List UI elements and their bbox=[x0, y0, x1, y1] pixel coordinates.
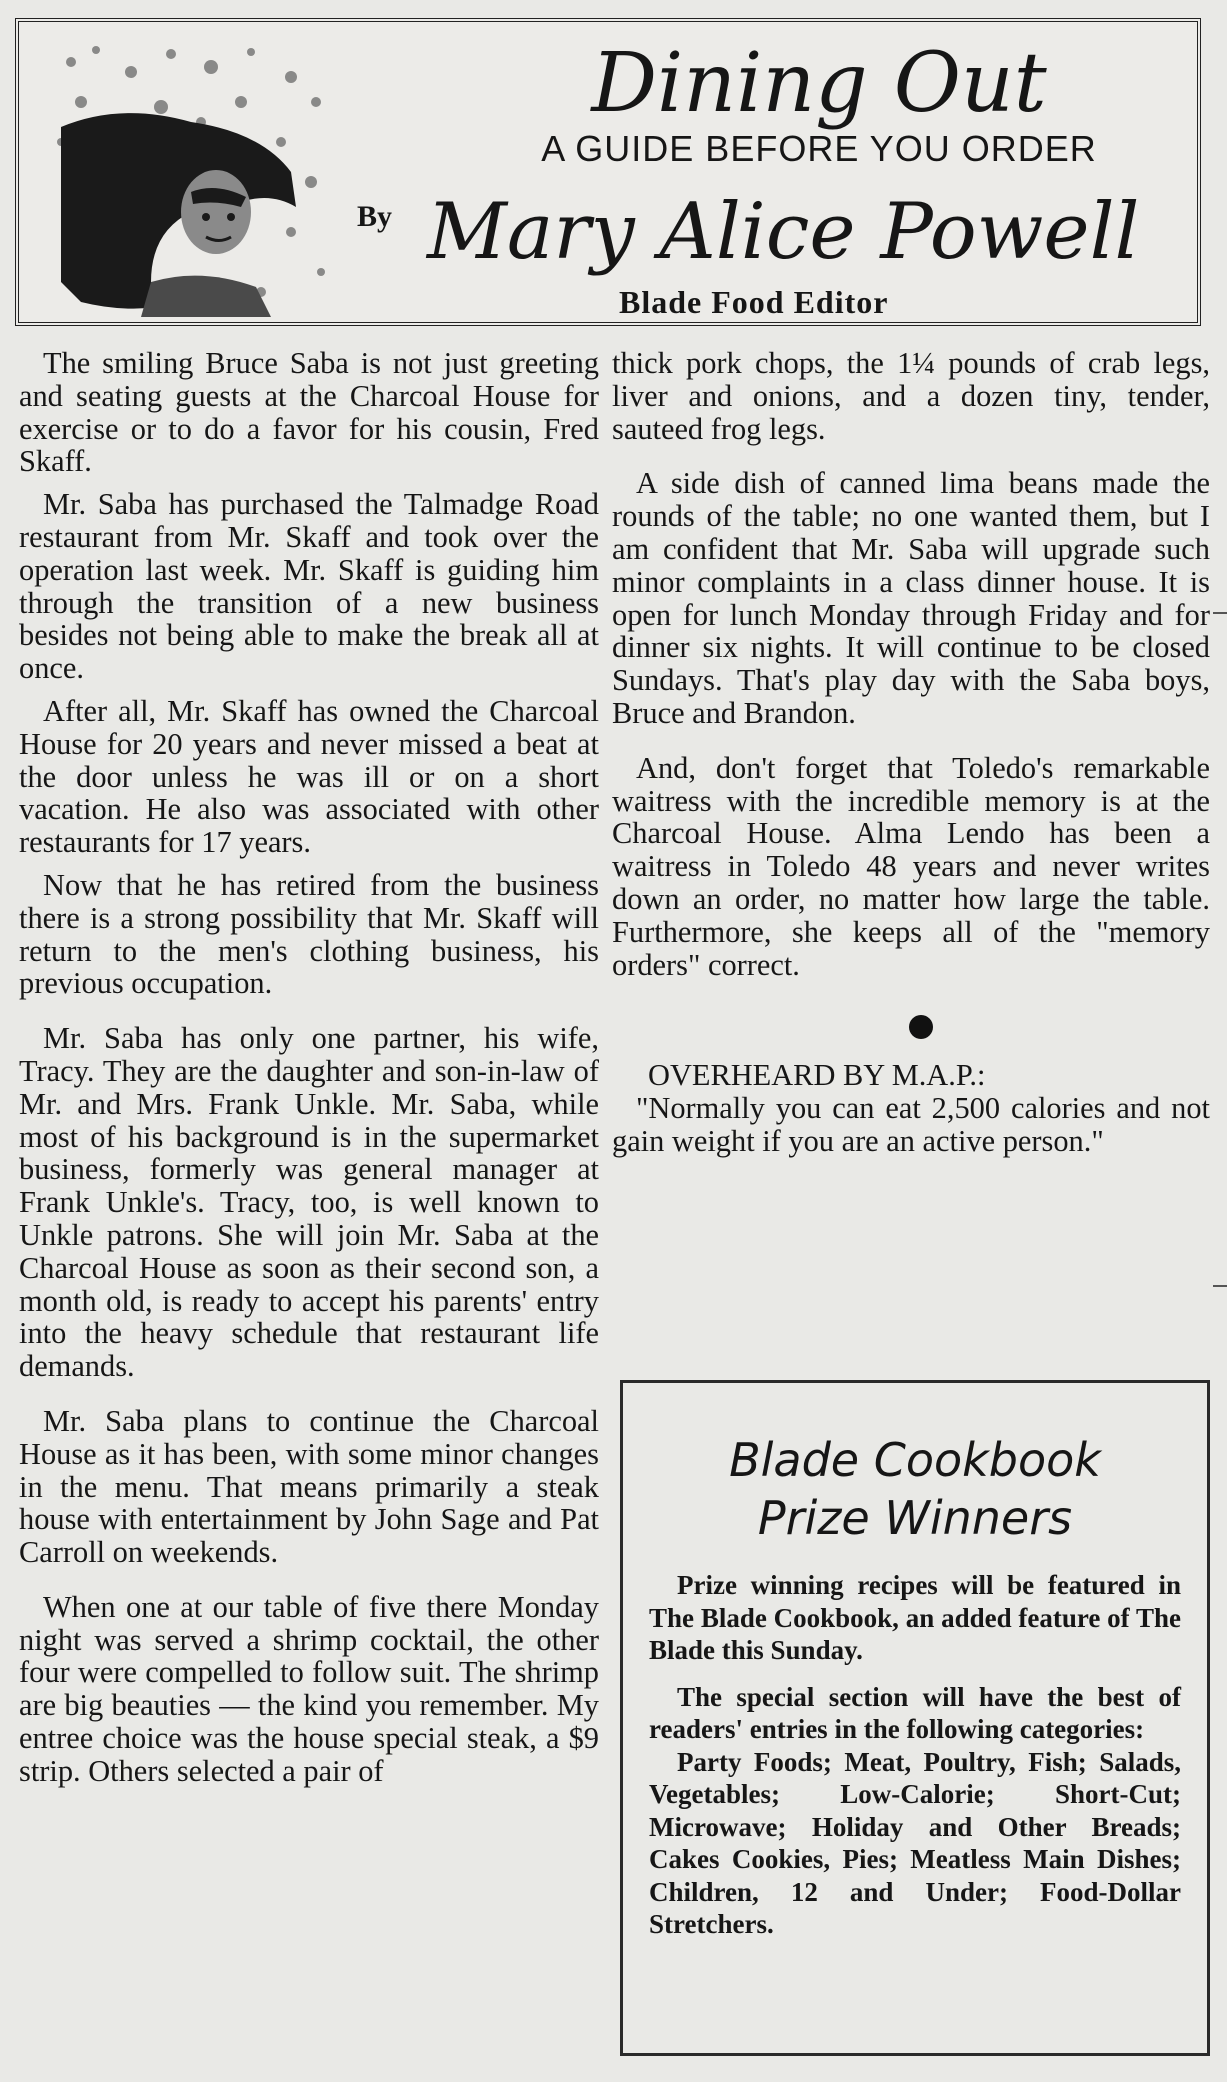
overheard-label: OVERHEARD BY M.A.P.: bbox=[648, 1058, 986, 1093]
article-column-right bbox=[612, 347, 1210, 1158]
paragraph: And, don't forget that Toledo's remarkable waitress with the incredible memory is at the Charcoal House. Alma Lendo has been a waitress in Toledo 48 years and never writes down an order, no matter how large the table. Furthermore, she keeps all of the "memory orders" correct. bbox=[612, 750, 1210, 982]
paragraph: thick pork chops, the 1¼ pounds of crab legs, liver and onions, and a dozen tiny, tender, sauteed frog legs. bbox=[612, 346, 1210, 446]
edge-rule bbox=[1213, 1285, 1227, 1287]
paragraph: When one at our table of five there Monday night was served a shrimp cocktail, the other four were compelled to follow suit. The shrimp are big beauties — the kind you remember. My entree choice was the house special steak, a $9 strip. Others selected a pair of bbox=[19, 1589, 599, 1788]
paragraph: Now that he has retired from the business there is a strong possibility that Mr. Skaff will return to the men's clothing business, his previous occupation. bbox=[19, 867, 599, 1001]
box-title-line: Blade Cookbook bbox=[729, 1433, 1101, 1487]
cookbook-prize-box bbox=[620, 1380, 1210, 2056]
article-column-left bbox=[19, 347, 599, 1788]
paragraph: A side dish of canned lima beans made the rounds of the table; no one wanted them, but I am confident that Mr. Saba will upgrade such minor complaints in a class dinner house. It is open for lunch Monday through Friday and for dinner six nights. It will continue to be closed Sundays. That's play day with the Saba boys, Bruce and Brandon. bbox=[612, 466, 1210, 730]
category-list: Party Foods; Meat, Poultry, Fish; Salads, Vegetables; Low-Calorie; Short-Cut; Microwave; Holiday and Other Breads; Cakes Cookies, Pies; Meatless Main Dishes; Children, 12 and Under; Food-Dollar Stretchers. bbox=[649, 1746, 1181, 1939]
paragraph: Mr. Saba plans to continue the Charcoal House as it has been, with some minor changes in the menu. That means primarily a steak house with entertainment by John Sage and Pat Carroll on weekends. bbox=[19, 1403, 599, 1570]
column-subtitle: A GUIDE BEFORE YOU ORDER bbox=[541, 128, 1097, 169]
section-bullet bbox=[909, 1015, 933, 1039]
paragraph: The smiling Bruce Saba is not just greeting and seating guests at the Charcoal House for exercise or to do a favor for his cousin, Fred Skaff. bbox=[19, 346, 599, 479]
paragraph: After all, Mr. Skaff has owned the Charcoal House for 20 years and never missed a beat at the door unless he was ill or on a short vacation. He also was associated with other restaurants for 17 years. bbox=[19, 693, 599, 860]
box-title bbox=[623, 1431, 1207, 1547]
box-paragraph: The special section will have the best of readers' entries in the following categories: bbox=[649, 1681, 1181, 1744]
author-name: Mary Alice Powell bbox=[427, 187, 1140, 277]
author-photo bbox=[41, 32, 341, 322]
column-title: Dining Out bbox=[591, 36, 1047, 131]
paragraph: Mr. Saba has purchased the Talmadge Road restaurant from Mr. Skaff and took over the operation last week. Mr. Skaff is guiding him through the transition of a new business besides not being able to make the break all at once. bbox=[19, 487, 599, 686]
author-portrait-image bbox=[41, 32, 341, 322]
box-paragraph: Prize winning recipes will be featured in The Blade Cookbook, an added feature of The Blade this Sunday. bbox=[649, 1570, 1181, 1665]
masthead bbox=[15, 18, 1201, 326]
byline-prefix: By bbox=[357, 200, 393, 233]
overheard-quote: "Normally you can eat 2,500 calories and not gain weight if you are an active person." bbox=[612, 1091, 1210, 1158]
paragraph: Mr. Saba has only one partner, his wife, Tracy. They are the daughter and son-in-law of Mr. and Mrs. Frank Unkle. Mr. Saba, while most of his background is in the supermarket business, formerly was general manager at Frank Unkle's. Tracy, too, is well known to Unkle patrons. She will join Mr. Saba at the Charcoal House as soon as their second son, a month old, is ready to accept his parents' entry into the heavy schedule that restaurant life demands. bbox=[19, 1021, 599, 1384]
edge-rule bbox=[1213, 612, 1227, 614]
author-role: Blade Food Editor bbox=[619, 284, 889, 320]
box-title-line: Prize Winners bbox=[757, 1491, 1073, 1545]
box-body bbox=[649, 1569, 1181, 1941]
